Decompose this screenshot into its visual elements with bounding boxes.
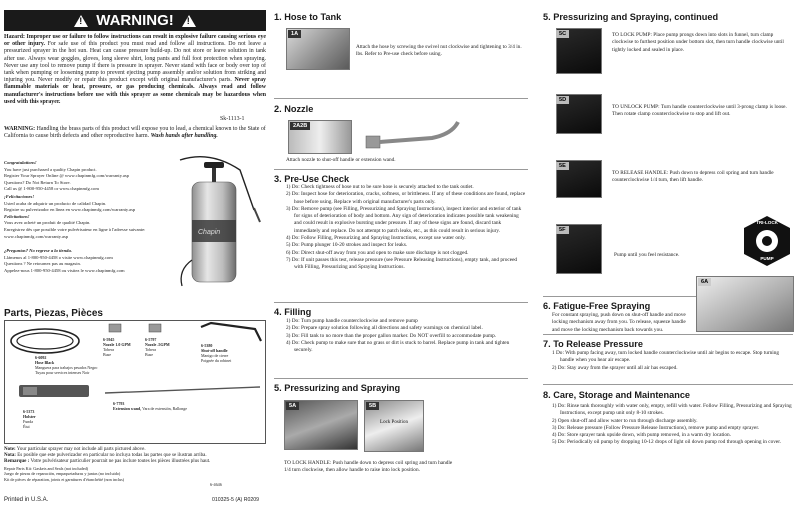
badge-5c: 5C: [556, 30, 569, 38]
contact-en-line: Register Your Sprayer Online @ www.chapinmfg.com/warranty.asp: [4, 173, 129, 179]
care-step: 4) Do: Store sprayer tank upside down, with pump removed, in a warm dry location.: [552, 432, 732, 439]
badge-5a: 5A: [286, 402, 299, 410]
warning-triangle-icon: [182, 15, 196, 27]
preuse-step: 1) Do: Check tightness of hose nut to be sure hose is securely attached to the tank outlet.: [286, 184, 474, 190]
warning-banner: [4, 10, 266, 31]
badge-5d: 5D: [556, 96, 569, 104]
badge-6a: 6A: [698, 278, 711, 286]
preuse-step: 5) Do: Pump plunger 10-20 strokes and inspect for leaks.: [286, 242, 408, 249]
preuse-step: 4) Do: Follow Filling, Pressurizing and Spraying Instructions, except use water only.: [286, 235, 466, 242]
care-step: 3) Do: Release pressure (Follow Pressure Release Instructions), remove pump and empty sprayer.: [552, 424, 760, 431]
contact-q-line: Appelez-nous 1-800-950-4458 ou visitez le www.chapinmfg.com: [4, 267, 125, 273]
contact-en-line: Call us @ 1-800-950-4458 or www.chapinmfg.com: [4, 186, 99, 192]
filling-step: 4) Do: Check pump to make sure that no grass or dirt is stuck to barrel. Replace pump in tank and tighten securely.: [286, 339, 510, 354]
section-divider: [543, 384, 793, 385]
preuse-step: 6) Do: Direct shut-off away from you and open to make sure discharge is not clogged.: [286, 249, 469, 256]
part-holster: 6-5373 Holster Funda Étui: [23, 409, 36, 429]
section-preuse-title: 3. Pre-Use Check: [274, 174, 350, 184]
section-pressurizing-title: 5. Pressurizing and Spraying: [274, 383, 401, 393]
parts-title: Parts, Piezas, Pièces: [4, 308, 103, 319]
hazard-lead: Hazard: Improper use or failure to follow instructions can result in explosive failure causing serious eye or other injury.: [4, 34, 266, 48]
filling-step: 1) Do: Turn pump handle counterclockwise and remove pump: [286, 318, 418, 324]
warning-triangle-icon: [74, 15, 88, 27]
fatigue-text: For constant spraying, push down on shut-off handle and move locking mechanism away from you. To release, squeeze handle and move the locking mechanism back towards you.: [552, 312, 686, 333]
badge-5e: 5E: [556, 162, 569, 170]
section-hose-title: 1. Hose to Tank: [274, 12, 342, 22]
part-nozzle-1: 6-5945 Nozzle 1.0 GPM Tobera Buse: [103, 337, 131, 357]
disc-label-bottom: PUMP: [760, 256, 774, 261]
badge-5b: 5B: [366, 402, 379, 410]
part-nozzle-2: 6-5797 Nozzle .5GPM Tobera Buse: [145, 337, 170, 357]
disc-label-top: TRI-LOCK: [756, 220, 778, 225]
contact-fr-heading: Felicitations!: [4, 213, 30, 219]
section-fatigue-title: 6. Fatigue-Free Spraying: [543, 301, 651, 311]
contact-q-line: Questions ? Ne retournez pas au magasin.: [4, 261, 81, 267]
hazard-body: For safe use of this product you must read and follow all instructions. Do not leave a pressurized sprayer in the hot sun. Heat can cause pressure build-up. Do not store or leave solution in tank after use. Always wear goggles, gloves, long sleeve shirt, long pants and full foot protection when spraying. Never use any tool to remove pump if there is pressure in sprayer. Never stand with face or body over top of tank when pumping or loosening pump to prevent ejecting pump assembly and/or solution from striking and injuring you. Never modify or repair this product except with original manufacturer's parts.: [4, 41, 267, 84]
preuse-step: 3) Do: Remove pump (see Filling, Pressurizing and Spraying Instructions), inspect interior and exterior of tank for signs of deterioration of body and bottom. Any sign of deterioration indicates possible tank weakening and could result in explosive bursting under pressure. If any of these signs are found, discard tank immediately and replace. Do not attempt to patch leaks, etc., as this could result in serious injury.: [286, 205, 522, 234]
section-divider: [274, 169, 528, 170]
preuse-step: 7) Do: If unit passes this test, release pressure (see Pressure Releasing Instructions), empty tank, and proceed with Filling, Pressurizing and Spraying Instructions.: [286, 256, 518, 271]
text-5c: TO LOCK PUMP: Place pump prongs down into slots in funnel, turn clamp clockwise to furthest position under bottom slot, then turn handle clockwise until tightly locked and sealed in place.: [612, 32, 784, 53]
section-pressurizing-cont-title: 5. Pressurizing and Spraying, continued: [543, 12, 719, 22]
pressurizing-text: TO LOCK HANDLE: Push handle down to depress coil spring and turn handle 1/4 turn clockwise, then allow handle to raise into lock position.: [284, 460, 453, 474]
contact-fr-line: Vous avez acheté un produit de qualité Chapin.: [4, 220, 91, 226]
lock-position-label: Lock Position: [380, 420, 408, 425]
sprayer-illustration: [170, 150, 262, 290]
section-release-title: 7. To Release Pressure: [543, 339, 643, 349]
release-steps: [552, 350, 792, 372]
filling-step: 3) Do: Fill tank to no more than the proper gallon marker. Do NOT overfill to accommodate pump.: [286, 332, 497, 339]
hazard-bold: Never spray flammable materials or heat, pressure, or gas producing chemicals. Always read and follow manufacturer's instructions before use with this sprayer as some chemicals may be hazardous when used with this sprayer.: [4, 77, 266, 105]
contact-en-heading: Congratulations!: [4, 160, 37, 165]
hose-badge: 1A: [288, 30, 301, 38]
ca-warning-body: Handling the brass parts of this product will expose you to lead, a chemical known to the State of California to cause birth defects and other reproductive harm.: [4, 126, 266, 140]
section-care-title: 8. Care, Storage and Maintenance: [543, 390, 691, 400]
contact-spanish-french: [4, 194, 164, 240]
nozzle-wand-illustration: [362, 118, 462, 156]
nozzle-badge: 2A2B: [290, 122, 310, 130]
warning-code: Sk-1113-1: [220, 116, 245, 122]
contact-es-heading: ¡Felicitaciones!: [4, 194, 35, 199]
release-step: 2) Do: Stay away from the sprayer until all air has escaped.: [552, 364, 678, 371]
warning-title: WARNING!: [96, 12, 174, 29]
parts-box: [4, 320, 266, 444]
parts-illustration: [5, 321, 267, 445]
contact-q-line: Llámenos al 1-800-950-4458 o visite www.chapinmfg.com: [4, 254, 113, 260]
section-divider: [543, 334, 793, 335]
hose-text: Attach the hose by screwing the swivel nut clockwise and tightening to 3/4 in. lbs. Refer to Pre-use check before using.: [356, 44, 522, 58]
printed-in: Printed in U.S.A.: [4, 497, 49, 503]
part-hose: 6-6092 Hose Black Manguera para trabajos pesados Negro Tuyau pour services intenses Noir: [35, 355, 98, 375]
contact-fr-line: Enregistrez dès que possible votre pulvérisateur en ligne à l'adresse suivante: www.chapinmfg.com/warranty.asp: [4, 226, 146, 239]
care-step: 5) Do: Periodically oil pump by dropping 10-12 drops of light oil down pump rod through opening in cover.: [552, 439, 782, 446]
section-filling-title: 4. Filling: [274, 307, 312, 317]
parts-notes: Note: Your particular sprayer may not include all parts pictured above. Nota: Es posible que este pulverizador en particular no incluya todas las partes que se ilustran arriba. Remarque : Votre pulvérisateur particulier pourrait ne pas inclure toutes les pièces illustrées plus haut.: [4, 447, 211, 464]
contact-es-line: Usted acaba de adquirir un producto de calidad Chapin.: [4, 200, 107, 206]
care-step: 1) Do: Rinse tank thoroughly with water only, empty, refill with water. Follow Filling, Pressurizing and Spraying Instructions, except pump unit only 8-10 strokes.: [552, 403, 792, 417]
section-divider: [274, 378, 528, 379]
ca-warning-lead: WARNING:: [4, 126, 36, 132]
care-steps: [552, 403, 792, 447]
part-shutoff-handle: 6-5380 Shut-off handle Manigo de cierre Poignée du robinet: [201, 343, 232, 363]
filling-step: 2) Do: Prepare spray solution following all directions and safety warnings on chemical label.: [286, 325, 483, 332]
svg-text:Chapin: Chapin: [198, 229, 221, 236]
part-extension-wand: 6-7793 Extension wand, Vara de extensión, Rallonge: [113, 401, 188, 411]
preuse-step: 2) Do: Inspect hose for deterioration, cracks, softness, or brittleness. If any of these conditions are found, replace hose before using. Replace with original manufacturer's parts only.: [286, 191, 526, 205]
text-5f: Pump until you feel resistance.: [614, 252, 680, 258]
contact-english: [4, 160, 164, 193]
ca-warning-end: Wash hands after handling.: [150, 133, 218, 140]
california-warning: [4, 126, 266, 140]
release-step: 1 Do: With pump facing away, turn locked handle counterclockwise until air begins to escape. Stop turning handle when you hear air escape.: [552, 350, 780, 364]
contact-es-line: Registre su pulverizador en línea en www.chapinmfg.com/warranty.asp: [4, 207, 136, 213]
section-divider: [274, 98, 528, 99]
hazard-paragraph: [4, 34, 266, 106]
contact-questions: [4, 248, 164, 274]
care-step: 2) Open shut-off and allow water to run through discharge assembly.: [552, 417, 698, 424]
section-divider: [274, 302, 528, 303]
repair-code: 6-4646: [210, 482, 222, 487]
nozzle-text: Attach nozzle to shut-off handle or extension wand.: [286, 157, 396, 163]
repair-kit: Repair Parts Kit: Gaskets and Seals (not included) Juego de piezas de reparación, empaquetaduras y juntas (no incluido) Kit de pièces de réparation, joints et garnitures d'étanchéité (non inclus): [4, 466, 125, 482]
section-nozzle-title: 2. Nozzle: [274, 104, 314, 114]
preuse-steps: [286, 184, 526, 272]
text-5d: TO UNLOCK PUMP: Turn handle counterclockwise until 3-prong clamp is loose. Then rotate clamp counterclockwise to stop and lift out.: [612, 104, 787, 118]
badge-5f: 5F: [556, 226, 569, 234]
contact-en-line: Questions? Do Not Return To Store.: [4, 179, 71, 185]
text-5e: TO RELEASE HANDLE: Push down to depress coil spring and turn handle counterclockwise 1/4 turn, then lift handle.: [612, 170, 774, 184]
doc-code: 010325-5 (A) R0209: [212, 497, 260, 503]
contact-q-heading: ¿Preguntas? No regrese a la tienda.: [4, 248, 72, 253]
contact-en-line: You have just purchased a quality Chapin product.: [4, 166, 97, 172]
filling-steps: [286, 318, 526, 354]
